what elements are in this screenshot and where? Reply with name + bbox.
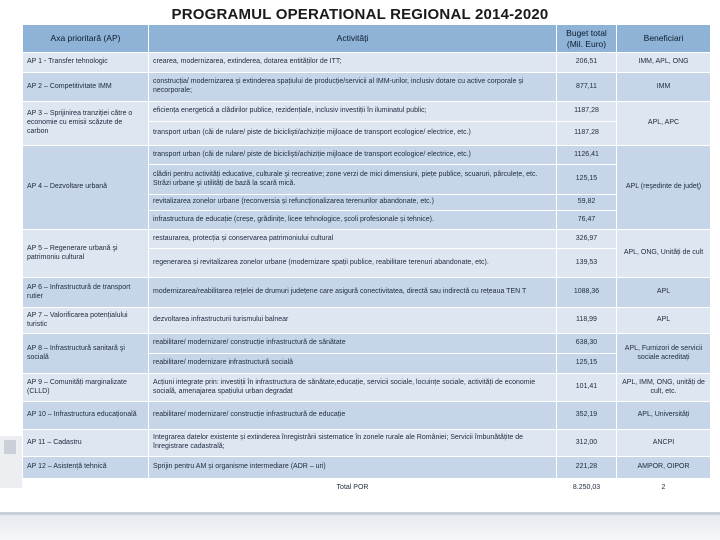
activity-cell: reabilitare/ modernizare/ construcție infrastructură de sănătate bbox=[149, 334, 557, 354]
activity-cell: dezvoltarea infrastructurii turismului balnear bbox=[149, 308, 557, 334]
activity-cell: clădiri pentru activități educative, culturale şi recreative; zone verzi de mici dimensiuni, piețe publice, scuaruri, pârculețe, etc. Străzi urbane şi utilități de bază la scară mică. bbox=[149, 165, 557, 195]
axa-cell: AP 12 – Asistență tehnică bbox=[23, 457, 149, 479]
table-row bbox=[23, 146, 711, 165]
table-row bbox=[23, 102, 711, 122]
axa-cell: AP 5 – Regenerare urbană şi patrimoniu cultural bbox=[23, 230, 149, 278]
beneficiary-cell: APL, Universități bbox=[617, 402, 711, 430]
activity-cell: restaurarea, protecția și conservarea patrimoniului cultural bbox=[149, 230, 557, 249]
beneficiary-cell: AMPOR, OIPOR bbox=[617, 457, 711, 479]
activity-cell: construcția/ modernizarea și extinderea spațiului de producție/servicii al IMM-urilor, inclusiv dotare cu active corporale și necorporale; bbox=[149, 73, 557, 102]
budget-cell: 1126,41 bbox=[557, 146, 617, 165]
logo-watermark-mark bbox=[4, 440, 16, 454]
axa-cell: AP 10 – Infrastructura educațională bbox=[23, 402, 149, 430]
axa-cell: AP 7 – Valorificarea potențialului turistic bbox=[23, 308, 149, 334]
budget-cell: 1088,36 bbox=[557, 278, 617, 308]
total-row bbox=[23, 479, 711, 499]
budget-cell: 221,28 bbox=[557, 457, 617, 479]
budget-table bbox=[22, 24, 711, 499]
header-axa: Axa prioritară (AP) bbox=[23, 25, 149, 53]
budget-cell: 101,41 bbox=[557, 374, 617, 402]
header-buget: Buget total (Mil. Euro) bbox=[557, 25, 617, 53]
beneficiary-cell: APL, Furnizori de servicii sociale acreditați bbox=[617, 334, 711, 374]
axa-cell: AP 8 – Infrastructură sanitară şi socială bbox=[23, 334, 149, 374]
table-row bbox=[23, 278, 711, 308]
table-row bbox=[23, 374, 711, 402]
activity-cell: Integrarea datelor existente și extinderea înregistrării sistematice în zonele rurale ale României; Servicii îmbunătățite de înregistrare cadastrală; bbox=[149, 430, 557, 457]
footer-band bbox=[0, 512, 720, 540]
activity-cell: revitalizarea zonelor urbane (reconversia și refuncționalizarea terenurilor abandonate, etc.) bbox=[149, 195, 557, 211]
budget-cell: 312,00 bbox=[557, 430, 617, 457]
table-row bbox=[23, 334, 711, 354]
beneficiary-cell: APL, ONG, Unități de cult bbox=[617, 230, 711, 278]
budget-cell: 326,97 bbox=[557, 230, 617, 249]
header-activitati: Activități bbox=[149, 25, 557, 53]
budget-cell: 638,30 bbox=[557, 334, 617, 354]
activity-cell: Acțiuni integrate prin: investiții în infrastructura de sănătate,educație, servicii sociale, locuințe sociale, activități de economie socială, amenajarea spațiului urban degradat bbox=[149, 374, 557, 402]
budget-cell: 125,15 bbox=[557, 165, 617, 195]
activity-cell: modernizarea/reabilitarea rețelei de drumuri județene care asigură conectivitatea, directă sau indirectă cu rețeaua TEN T bbox=[149, 278, 557, 308]
axa-cell: AP 4 – Dezvoltare urbană bbox=[23, 146, 149, 230]
activity-cell: eficiența energetică a clădirilor publice, rezidențiale, inclusiv investiții în iluminatul public; bbox=[149, 102, 557, 122]
beneficiary-cell: APL bbox=[617, 278, 711, 308]
beneficiary-cell: APL bbox=[617, 308, 711, 334]
axa-cell: AP 6 – Infrastructură de transport rutier bbox=[23, 278, 149, 308]
table-row bbox=[23, 53, 711, 73]
activity-cell: transport urban (căi de rulare/ piste de biciclişti/achiziție mijloace de transport ecologice/ electrice, etc.) bbox=[149, 146, 557, 165]
activity-cell: transport urban (căi de rulare/ piste de biciclişti/achiziție mijloace de transport ecologice/ electrice, etc.) bbox=[149, 122, 557, 146]
beneficiary-cell: IMM bbox=[617, 73, 711, 102]
budget-cell: 125,15 bbox=[557, 354, 617, 374]
beneficiary-cell: APL, APC bbox=[617, 102, 711, 146]
beneficiary-cell: APL, IMM, ONG, unități de cult, etc. bbox=[617, 374, 711, 402]
budget-cell: 352,19 bbox=[557, 402, 617, 430]
table-row bbox=[23, 73, 711, 102]
axa-cell: AP 3 – Sprijinirea tranziției către o economie cu emisii scăzute de carbon bbox=[23, 102, 149, 146]
blank-cell bbox=[23, 479, 149, 499]
axa-cell: AP 11 – Cadastru bbox=[23, 430, 149, 457]
table-row bbox=[23, 457, 711, 479]
axa-cell: AP 2 – Competitivitate IMM bbox=[23, 73, 149, 102]
table-row bbox=[23, 430, 711, 457]
axa-cell: AP 1 - Transfer tehnologic bbox=[23, 53, 149, 73]
activity-cell: infrastructura de educație (creșe, grădinițe, licee tehnologice, școli profesionale și tehnice). bbox=[149, 211, 557, 230]
page-number: 2 bbox=[617, 479, 711, 499]
activity-cell: crearea, modernizarea, extinderea, dotarea entităților de ITT; bbox=[149, 53, 557, 73]
page-title: PROGRAMUL OPERATIONAL REGIONAL 2014-2020 bbox=[171, 6, 549, 23]
table-row bbox=[23, 402, 711, 430]
budget-cell: 118,99 bbox=[557, 308, 617, 334]
axa-cell: AP 9 – Comunități marginalizate (CLLD) bbox=[23, 374, 149, 402]
table-row bbox=[23, 230, 711, 249]
header-beneficiari: Beneficiari bbox=[617, 25, 711, 53]
beneficiary-cell: IMM, APL, ONG bbox=[617, 53, 711, 73]
activity-cell: regenerarea și revitalizarea zonelor urbane (modernizare spații publice, reabilitare terenuri abandonate, etc). bbox=[149, 249, 557, 278]
table-row bbox=[23, 308, 711, 334]
activity-cell: reabilitare/ modernizare/ construcție infrastructură de educație bbox=[149, 402, 557, 430]
budget-cell: 1187,28 bbox=[557, 102, 617, 122]
beneficiary-cell: ANCPI bbox=[617, 430, 711, 457]
total-value: 8.250,03 bbox=[557, 479, 617, 499]
activity-cell: reabilitare/ modernizare infrastructură socială bbox=[149, 354, 557, 374]
budget-cell: 139,53 bbox=[557, 249, 617, 278]
beneficiary-cell: APL (reşedinte de judeţ) bbox=[617, 146, 711, 230]
activity-cell: Sprijin pentru AM și organisme intermediare (ADR – uri) bbox=[149, 457, 557, 479]
budget-cell: 877,11 bbox=[557, 73, 617, 102]
budget-cell: 76,47 bbox=[557, 211, 617, 230]
total-label: Total POR bbox=[149, 479, 557, 499]
budget-cell: 59,82 bbox=[557, 195, 617, 211]
budget-cell: 206,51 bbox=[557, 53, 617, 73]
budget-cell: 1187,28 bbox=[557, 122, 617, 146]
